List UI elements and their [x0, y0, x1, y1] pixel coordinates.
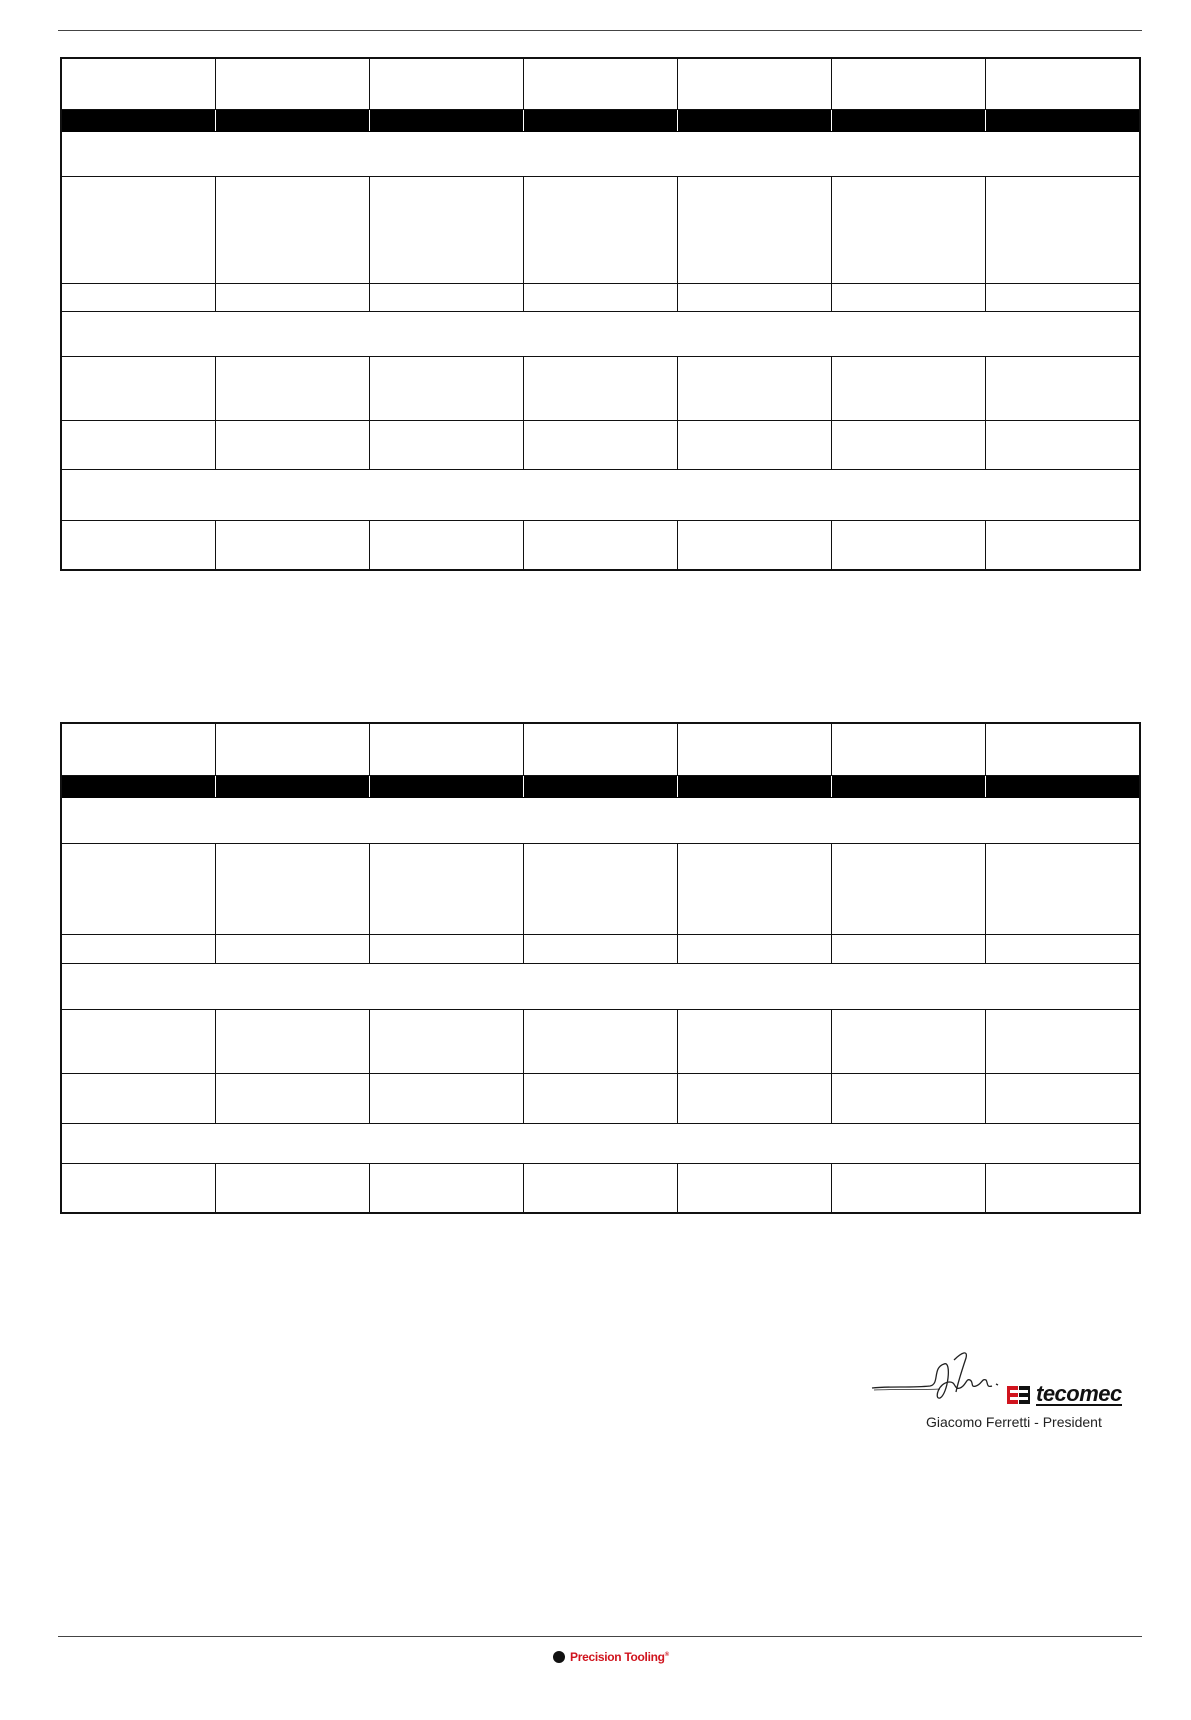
header-cell: [215, 723, 369, 775]
footer-logo-text: Precision Tooling®: [570, 1650, 669, 1664]
signature-block: [870, 1348, 1142, 1428]
table-row: [61, 934, 1140, 963]
header-cell: [677, 58, 831, 109]
signatory-name-title: Giacomo Ferretti - President: [926, 1414, 1102, 1430]
spec-table-1: [60, 57, 1141, 571]
table-row: [61, 1073, 1140, 1123]
header-cell: [985, 723, 1140, 775]
header-cell: [523, 58, 677, 109]
header-cell: [61, 58, 215, 109]
precision-tooling-logo: [553, 1650, 669, 1664]
section-row: [61, 469, 1140, 520]
table-row: [61, 420, 1140, 469]
header-cell: [369, 58, 523, 109]
tecomec-brand-name: tecomec: [1036, 1381, 1122, 1406]
header-cell: [677, 723, 831, 775]
header-cell: [369, 723, 523, 775]
section-row: [61, 131, 1140, 176]
section-row: [61, 1123, 1140, 1163]
tecomec-logo-icon: [1006, 1384, 1032, 1406]
black-bar-row: [61, 775, 1140, 797]
table-header-row: [61, 723, 1140, 775]
handwritten-signature: [870, 1348, 1010, 1408]
table-row: [61, 176, 1140, 283]
tecomec-logo: [1006, 1382, 1122, 1408]
section-cell: [61, 311, 1140, 356]
table-row: [61, 843, 1140, 934]
table-row: [61, 520, 1140, 570]
section-cell: [61, 469, 1140, 520]
section-row: [61, 963, 1140, 1009]
table-row: [61, 1163, 1140, 1213]
table-row: [61, 356, 1140, 420]
top-rule: [58, 30, 1142, 31]
black-bar-row: [61, 109, 1140, 131]
section-row: [61, 797, 1140, 843]
header-cell: [831, 723, 985, 775]
section-cell: [61, 1123, 1140, 1163]
section-row: [61, 311, 1140, 356]
table-header-row: [61, 58, 1140, 109]
table-row: [61, 283, 1140, 311]
header-cell: [985, 58, 1140, 109]
section-cell: [61, 797, 1140, 843]
header-cell: [215, 58, 369, 109]
section-cell: [61, 131, 1140, 176]
header-cell: [831, 58, 985, 109]
header-cell: [61, 723, 215, 775]
bottom-rule: [58, 1636, 1142, 1637]
logo-dot-icon: [553, 1651, 565, 1663]
spec-table-2: [60, 722, 1141, 1214]
table-row: [61, 1009, 1140, 1073]
section-cell: [61, 963, 1140, 1009]
header-cell: [523, 723, 677, 775]
